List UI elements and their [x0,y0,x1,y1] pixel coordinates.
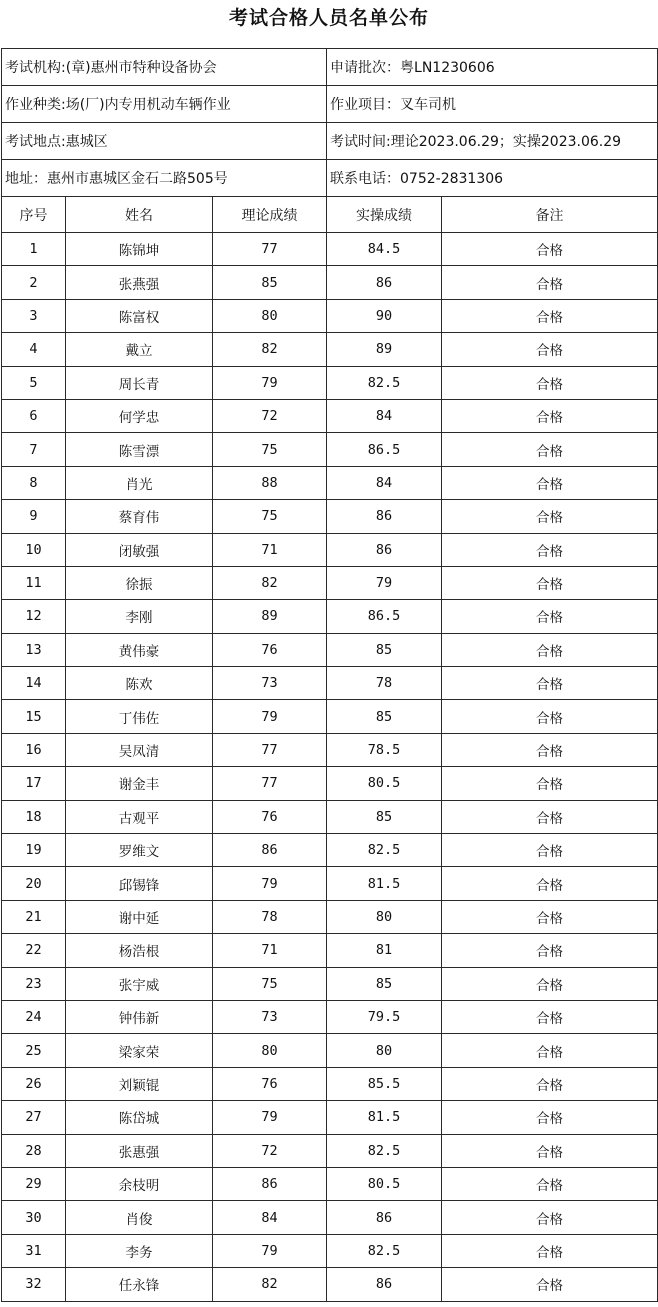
cell-index: 29 [2,1167,66,1200]
cell-name: 陈欢 [66,667,213,700]
table-row [2,1000,658,1033]
cell-index: 23 [2,967,66,1000]
exam-address: 地址：惠州市惠城区金石二路505号 [2,160,327,197]
cell-theory-score: 82 [213,566,327,599]
cell-index: 2 [2,266,66,299]
table-row [2,633,658,666]
cell-index: 6 [2,399,66,432]
cell-theory-score: 86 [213,1167,327,1200]
cell-practical-score: 82.5 [327,366,442,399]
cell-remark: 合格 [442,1134,658,1167]
cell-remark: 合格 [442,767,658,800]
cell-index: 4 [2,333,66,366]
cell-theory-score: 80 [213,299,327,332]
cell-remark: 合格 [442,834,658,867]
cell-name: 李刚 [66,600,213,633]
cell-index: 24 [2,1000,66,1033]
cell-remark: 合格 [442,533,658,566]
cell-practical-score: 85 [327,633,442,666]
cell-practical-score: 89 [327,333,442,366]
table-row [2,433,658,466]
table-row [2,600,658,633]
cell-remark: 合格 [442,1067,658,1100]
table-row [2,1067,658,1100]
cell-theory-score: 75 [213,433,327,466]
cell-name: 闭敏强 [66,533,213,566]
cell-name: 徐振 [66,566,213,599]
cell-name: 周长青 [66,366,213,399]
cell-practical-score: 84.5 [327,233,442,266]
cell-theory-score: 75 [213,500,327,533]
cell-index: 27 [2,1101,66,1134]
cell-remark: 合格 [442,1000,658,1033]
cell-name: 杨浩根 [66,934,213,967]
cell-theory-score: 89 [213,600,327,633]
table-row [2,1268,658,1301]
cell-index: 31 [2,1234,66,1267]
contact-phone: 联系电话：0752-2831306 [327,160,658,197]
cell-index: 16 [2,733,66,766]
cell-theory-score: 79 [213,867,327,900]
cell-theory-score: 85 [213,266,327,299]
cell-remark: 合格 [442,266,658,299]
cell-practical-score: 79 [327,566,442,599]
table-row [2,967,658,1000]
table-row [2,1234,658,1267]
cell-name: 罗维文 [66,834,213,867]
cell-index: 12 [2,600,66,633]
table-row [2,500,658,533]
cell-remark: 合格 [442,934,658,967]
cell-index: 1 [2,233,66,266]
cell-remark: 合格 [442,1234,658,1267]
cell-remark: 合格 [442,299,658,332]
cell-index: 8 [2,466,66,499]
cell-index: 32 [2,1268,66,1301]
table-row [2,333,658,366]
cell-theory-score: 71 [213,533,327,566]
cell-remark: 合格 [442,566,658,599]
cell-name: 邱锡锋 [66,867,213,900]
exam-time: 考试时间:理论2023.06.29；实操2023.06.29 [327,123,658,160]
table-row [2,399,658,432]
cell-remark: 合格 [442,633,658,666]
cell-remark: 合格 [442,733,658,766]
cell-index: 22 [2,934,66,967]
cell-practical-score: 86 [327,1268,442,1301]
cell-practical-score: 86 [327,266,442,299]
cell-practical-score: 86.5 [327,600,442,633]
cell-theory-score: 75 [213,967,327,1000]
table-row [2,466,658,499]
info-row-org [2,49,658,86]
cell-theory-score: 72 [213,1134,327,1167]
cell-practical-score: 85 [327,700,442,733]
cell-practical-score: 82.5 [327,1134,442,1167]
cell-practical-score: 85.5 [327,1067,442,1100]
cell-remark: 合格 [442,1167,658,1200]
cell-practical-score: 82.5 [327,834,442,867]
cell-practical-score: 82.5 [327,1234,442,1267]
cell-remark: 合格 [442,700,658,733]
cell-practical-score: 79.5 [327,1000,442,1033]
cell-name: 李务 [66,1234,213,1267]
cell-index: 19 [2,834,66,867]
cell-theory-score: 79 [213,1234,327,1267]
cell-index: 30 [2,1201,66,1234]
cell-name: 古观平 [66,800,213,833]
cell-name: 谢中延 [66,900,213,933]
table-row [2,1201,658,1234]
cell-index: 5 [2,366,66,399]
cell-theory-score: 78 [213,900,327,933]
cell-theory-score: 82 [213,333,327,366]
cell-remark: 合格 [442,433,658,466]
cell-remark: 合格 [442,900,658,933]
cell-name: 肖光 [66,466,213,499]
column-header-practical: 实操成绩 [327,197,442,233]
cell-practical-score: 86.5 [327,433,442,466]
cell-remark: 合格 [442,600,658,633]
cell-remark: 合格 [442,1034,658,1067]
cell-theory-score: 76 [213,1067,327,1100]
cell-name: 吴凤清 [66,733,213,766]
exam-batch: 申请批次：粤LN1230606 [327,49,658,86]
job-type: 作业种类:场(厂)内专用机动车辆作业 [2,86,327,123]
cell-name: 陈富权 [66,299,213,332]
cell-theory-score: 80 [213,1034,327,1067]
cell-theory-score: 73 [213,667,327,700]
table-row [2,366,658,399]
cell-theory-score: 77 [213,233,327,266]
cell-index: 21 [2,900,66,933]
table-row [2,700,658,733]
cell-remark: 合格 [442,1268,658,1301]
cell-remark: 合格 [442,399,658,432]
cell-index: 13 [2,633,66,666]
cell-practical-score: 81 [327,934,442,967]
table-row [2,1101,658,1134]
cell-name: 张燕强 [66,266,213,299]
cell-name: 蔡育伟 [66,500,213,533]
table-row [2,1034,658,1067]
cell-theory-score: 79 [213,366,327,399]
table-row [2,266,658,299]
cell-index: 20 [2,867,66,900]
table-row [2,1134,658,1167]
cell-theory-score: 84 [213,1201,327,1234]
cell-practical-score: 86 [327,500,442,533]
table-row [2,834,658,867]
cell-remark: 合格 [442,233,658,266]
column-header-remark: 备注 [442,197,658,233]
column-header-name: 姓名 [66,197,213,233]
cell-name: 陈锦坤 [66,233,213,266]
cell-practical-score: 85 [327,967,442,1000]
info-row-job [2,86,658,123]
cell-name: 任永锋 [66,1268,213,1301]
cell-index: 17 [2,767,66,800]
job-item: 作业项目：叉车司机 [327,86,658,123]
cell-practical-score: 80 [327,900,442,933]
cell-name: 梁家荣 [66,1034,213,1067]
table-row [2,934,658,967]
cell-theory-score: 79 [213,700,327,733]
cell-practical-score: 78.5 [327,733,442,766]
cell-name: 黄伟豪 [66,633,213,666]
cell-theory-score: 77 [213,733,327,766]
table-row [2,299,658,332]
cell-practical-score: 80 [327,1034,442,1067]
cell-theory-score: 71 [213,934,327,967]
table-row [2,566,658,599]
cell-name: 丁伟佐 [66,700,213,733]
cell-name: 陈岱城 [66,1101,213,1134]
table-row [2,667,658,700]
cell-index: 15 [2,700,66,733]
cell-practical-score: 81.5 [327,1101,442,1134]
cell-practical-score: 86 [327,1201,442,1234]
cell-theory-score: 72 [213,399,327,432]
cell-remark: 合格 [442,800,658,833]
page-title: 考试合格人员名单公布 [228,7,429,29]
cell-practical-score: 85 [327,800,442,833]
info-row-address [2,160,658,197]
table-row [2,733,658,766]
cell-practical-score: 84 [327,466,442,499]
cell-remark: 合格 [442,967,658,1000]
cell-practical-score: 80.5 [327,767,442,800]
table-row [2,533,658,566]
cell-theory-score: 76 [213,633,327,666]
table-row [2,800,658,833]
cell-index: 26 [2,1067,66,1100]
cell-index: 9 [2,500,66,533]
cell-theory-score: 76 [213,800,327,833]
cell-remark: 合格 [442,500,658,533]
cell-theory-score: 79 [213,1101,327,1134]
cell-name: 张宇威 [66,967,213,1000]
cell-theory-score: 88 [213,466,327,499]
cell-practical-score: 81.5 [327,867,442,900]
cell-practical-score: 86 [327,533,442,566]
cell-remark: 合格 [442,1201,658,1234]
column-header-theory: 理论成绩 [213,197,327,233]
cell-remark: 合格 [442,1101,658,1134]
exam-org: 考试机构:(章)惠州市特种设备协会 [2,49,327,86]
cell-practical-score: 90 [327,299,442,332]
exam-location: 考试地点:惠城区 [2,123,327,160]
info-row-location [2,123,658,160]
cell-remark: 合格 [442,466,658,499]
cell-name: 谢金丰 [66,767,213,800]
cell-remark: 合格 [442,333,658,366]
cell-remark: 合格 [442,667,658,700]
cell-index: 28 [2,1134,66,1167]
cell-theory-score: 73 [213,1000,327,1033]
cell-remark: 合格 [442,366,658,399]
cell-name: 余枝明 [66,1167,213,1200]
cell-index: 11 [2,566,66,599]
table-row [2,767,658,800]
cell-practical-score: 84 [327,399,442,432]
table-row [2,900,658,933]
cell-name: 何学忠 [66,399,213,432]
table-header-row [2,197,658,233]
column-header-index: 序号 [2,197,66,233]
cell-theory-score: 77 [213,767,327,800]
cell-theory-score: 86 [213,834,327,867]
cell-name: 刘颖锟 [66,1067,213,1100]
table-row [2,867,658,900]
cell-index: 3 [2,299,66,332]
cell-practical-score: 78 [327,667,442,700]
cell-index: 10 [2,533,66,566]
cell-remark: 合格 [442,867,658,900]
cell-index: 7 [2,433,66,466]
cell-name: 陈雪漂 [66,433,213,466]
cell-name: 肖俊 [66,1201,213,1234]
cell-index: 25 [2,1034,66,1067]
cell-name: 钟伟新 [66,1000,213,1033]
cell-practical-score: 80.5 [327,1167,442,1200]
cell-index: 18 [2,800,66,833]
table-row [2,233,658,266]
cell-index: 14 [2,667,66,700]
candidate-table [1,48,658,1302]
cell-name: 戴立 [66,333,213,366]
cell-theory-score: 82 [213,1268,327,1301]
table-row [2,1167,658,1200]
cell-name: 张惠强 [66,1134,213,1167]
